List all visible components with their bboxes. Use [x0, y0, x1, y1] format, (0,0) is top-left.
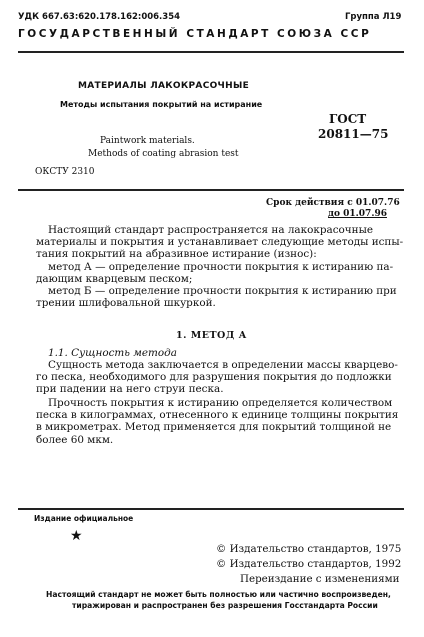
- standard-subtitle-ru: Методы испытания покрытий на истирание: [60, 100, 263, 109]
- star-icon: ★: [70, 528, 83, 544]
- intro-line: тания покрытий на абразивное истирание (износ):: [36, 248, 317, 261]
- copyright-notice-line-2: тиражирован и распространен без разрешения Госстандарта России: [72, 601, 378, 610]
- title-rule: [18, 189, 404, 191]
- standard-title: ГОСУДАРСТВЕННЫЙ СТАНДАРТ СОЮЗА ССР: [18, 28, 372, 40]
- method-paragraph-2: [36, 397, 399, 446]
- section-title: 1. МЕТОД А: [176, 330, 247, 341]
- udk-code: УДК 667.63:620.178.162:006.354: [18, 12, 181, 22]
- paragraph-line: го песка, необходимого для разрушения покрытия до подложки: [36, 371, 392, 384]
- standard-name-en: Paintwork materials.: [100, 136, 195, 146]
- validity-end: до 01.07.96: [328, 209, 387, 219]
- validity-start: Срок действия с 01.07.76: [266, 198, 400, 208]
- intro-line: материалы и покрытия и устанавливает следующие методы испы-: [36, 236, 404, 249]
- intro-line: Настоящий стандарт распространяется на лакокрасочные: [48, 224, 373, 236]
- paragraph-line: песка в килограммах, отнесенного к единице толщины покрытия: [36, 409, 399, 422]
- group-label: Группа Л19: [345, 12, 402, 22]
- okstu-code: ОКСТУ 2310: [35, 167, 95, 177]
- intro-line: метод А — определение прочности покрытия к истиранию па-: [48, 260, 394, 273]
- paragraph-line: Сущность метода заключается в определении массы кварцево-: [48, 359, 398, 371]
- copyright-1992: © Издательство стандартов, 1992: [216, 558, 402, 570]
- gost-number: 20811—75: [318, 127, 389, 141]
- paragraph-line: при падении на него струи песка.: [36, 383, 224, 396]
- method-paragraph-1: [36, 359, 398, 396]
- standard-subtitle-en: Methods of coating abrasion test: [88, 149, 239, 159]
- paragraph-line: в микрометрах. Метод применяется для покрытий толщиной не: [36, 421, 392, 434]
- paragraph-line: более 60 мкм.: [36, 433, 114, 446]
- standard-name-ru: МАТЕРИАЛЫ ЛАКОКРАСОЧНЫЕ: [78, 81, 250, 91]
- intro-paragraph: [36, 224, 404, 310]
- intro-line: трении шлифовальной шкуркой.: [36, 297, 216, 310]
- header-rule: [18, 51, 404, 53]
- subsection-title: 1.1. Сущность метода: [48, 347, 177, 359]
- paragraph-line: Прочность покрытия к истиранию определяется количеством: [48, 397, 393, 409]
- reissue-note: Переиздание с изменениями: [240, 573, 400, 585]
- intro-line: метод Б — определение прочности покрытия к истиранию при: [48, 285, 397, 298]
- intro-line: дающим кварцевым песком;: [36, 272, 193, 285]
- copyright-1975: © Издательство стандартов, 1975: [216, 543, 402, 555]
- footer-rule: [18, 508, 404, 510]
- official-edition: Издание официальное: [34, 514, 134, 523]
- gost-label: ГОСТ: [329, 112, 367, 126]
- copyright-notice-line-1: Настоящий стандарт не может быть полностью или частично воспроизведен,: [46, 590, 391, 599]
